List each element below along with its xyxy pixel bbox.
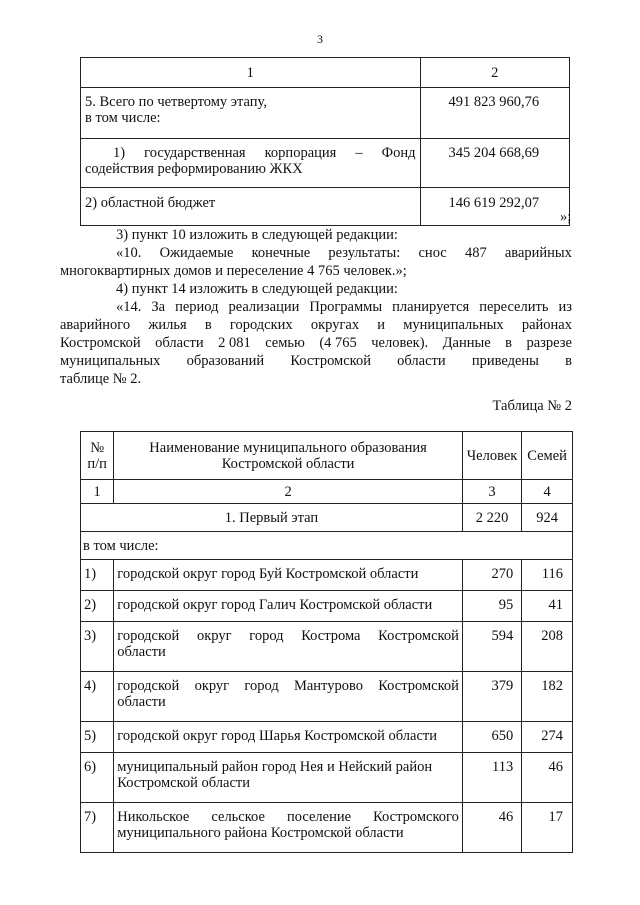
table-caption: Таблица № 2: [492, 398, 572, 414]
header-people: Человек: [462, 432, 521, 480]
municipalities-table: [80, 431, 573, 853]
amount-value: 146 619 292,07: [448, 195, 540, 211]
table-header-row: [81, 58, 570, 88]
row-label: 5. Всего по четвертому этапу, в том числе:: [85, 94, 267, 126]
table-row: [81, 139, 570, 188]
closing-quote: »;: [560, 209, 572, 225]
paragraph-item-4: 4) пункт 14 изложить в следующей редакции:: [116, 281, 398, 297]
row-label: 2) областной бюджет: [85, 195, 216, 211]
amount-value: 345 204 668,69: [448, 145, 540, 161]
paragraph-item-3: 3) пункт 10 изложить в следующей редакции:: [116, 227, 398, 243]
table-row: 2) городской округ город Галич Костромской области 95 41: [81, 591, 573, 622]
including-row: в том числе:: [81, 532, 573, 560]
stage-label: 1. Первый этап: [81, 504, 463, 532]
table-row: 3) городской округ город Кострома Костромской области 594 208: [81, 622, 573, 672]
stage-people: 2 220: [462, 504, 521, 532]
header-name: Наименование муниципального образования Костромской области: [114, 432, 463, 480]
table-row: 7) Никольское сельское поселение Костромского муниципального района Костромской области 46 17: [81, 803, 573, 853]
header-number: № п/п: [81, 432, 114, 480]
table-row: 1) городской округ город Буй Костромской области 270 116: [81, 560, 573, 591]
table-header-row: [81, 432, 573, 480]
table-row: 6) муниципальный район город Нея и Нейский район Костромской области 113 46: [81, 753, 573, 803]
stage-row: [81, 504, 573, 532]
table-row: [81, 88, 570, 139]
page-number: 3: [317, 32, 323, 46]
table-row: [81, 188, 570, 226]
column-numbers-row: 1 2 3 4: [81, 480, 573, 504]
table-row: 4) городской округ город Мантурово Костромской области 379 182: [81, 672, 573, 722]
column-number-cell: 2: [420, 58, 569, 88]
funding-table: [80, 57, 570, 226]
paragraph-item-10-text: «10. Ожидаемые конечные результаты: снос 487 аварийных многоквартирных домов и переселение 4 765 человек.»;: [60, 245, 572, 279]
paragraph-item-14-text: «14. За период реализации Программы планируется переселить из аварийного жилья в городских округах и муниципальных районах Костромской области 2 081 семью (4 765 человек). Данные в разрезе муниципальных образований Костромской области приведены в таблице № 2.: [60, 299, 572, 387]
column-number-cell: 1: [81, 58, 421, 88]
stage-families: 924: [522, 504, 573, 532]
table-row: 5) городской округ город Шарья Костромской области 650 274: [81, 722, 573, 753]
amount-value: 491 823 960,76: [448, 94, 540, 110]
header-families: Семей: [522, 432, 573, 480]
row-label: 1) государственная корпорация – Фонд содействия реформированию ЖКХ: [85, 145, 416, 177]
